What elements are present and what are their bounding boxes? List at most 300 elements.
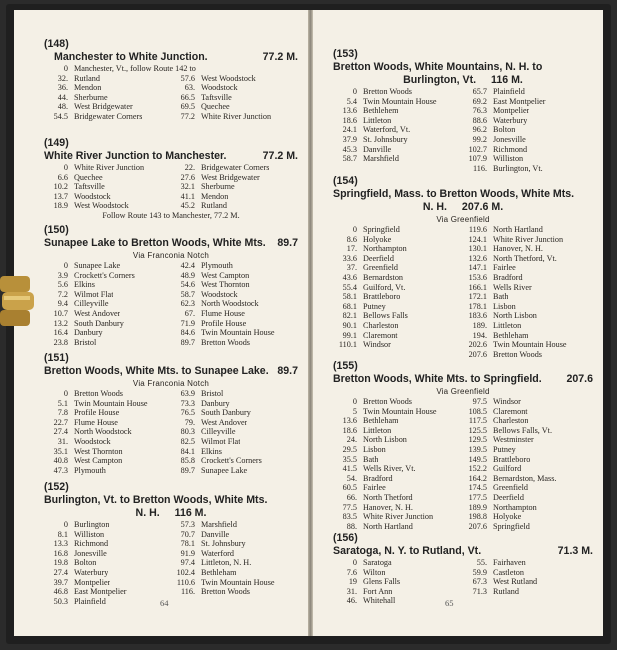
mileage: 71.3 — [472, 586, 487, 596]
route-stop — [171, 163, 298, 173]
mileage: 45.2 — [180, 201, 195, 211]
place-name: Glens Falls — [363, 577, 401, 587]
place-name: Twin Mountain House — [201, 577, 275, 587]
place-name: Littleton — [493, 320, 522, 330]
route-stop — [333, 135, 463, 145]
mileage: 76.5 — [180, 408, 195, 418]
route-stop — [44, 447, 171, 457]
route-stop — [171, 456, 298, 466]
mileage: 7.6 — [346, 567, 357, 577]
route-stop — [171, 408, 298, 418]
route-title — [333, 48, 593, 87]
place-name: Elkins — [201, 446, 222, 456]
route-stop — [44, 549, 171, 559]
place-name: White River Junction — [493, 234, 564, 244]
place-name: North Thetford, Vt. — [493, 253, 557, 263]
route-column — [44, 520, 171, 606]
mileage: 10.2 — [53, 182, 68, 192]
route-number: (151) — [44, 352, 69, 364]
place-name: Fairhaven — [493, 558, 526, 567]
place-name: Plainfield — [74, 596, 106, 606]
route-distance: 207.6 — [566, 373, 593, 385]
mileage: 54.5 — [53, 111, 68, 121]
route-via: Via Franconia Notch — [132, 379, 210, 388]
place-name: East Montpelier — [493, 96, 546, 106]
place-name: North Woodstock — [201, 299, 259, 309]
mileage: 172.1 — [468, 292, 487, 302]
mileage: 130.1 — [468, 244, 487, 254]
place-name: Sunapee Lake — [74, 261, 121, 270]
route-distance: 207.6 M. — [461, 201, 504, 213]
route-stop — [463, 340, 593, 350]
route-stop — [44, 319, 171, 329]
place-name: St. Johnsbury — [201, 539, 246, 549]
place-name: South Danbury — [74, 318, 124, 328]
place-name: Cilleyville — [74, 299, 109, 309]
route-block — [313, 360, 603, 531]
route-stop — [171, 309, 298, 319]
place-name: Wilmot Flat — [201, 436, 241, 446]
mileage: 13.2 — [53, 318, 68, 328]
place-name: Wilton — [363, 567, 386, 577]
mileage: 96.2 — [472, 125, 487, 135]
route-name-cont: N. H. — [135, 507, 160, 519]
route-stop — [44, 418, 171, 428]
mileage: 23.8 — [53, 337, 68, 347]
route-stop — [171, 173, 298, 183]
route-stop — [44, 408, 171, 418]
route-column — [44, 261, 171, 347]
mileage: 37. — [346, 263, 357, 273]
route-stop — [44, 309, 171, 319]
route-table — [333, 397, 593, 531]
mileage: 0 — [352, 397, 357, 406]
route-stop — [333, 483, 463, 493]
route-block — [14, 137, 308, 221]
mileage: 43.6 — [342, 272, 357, 282]
mileage: 13.7 — [53, 191, 68, 201]
route-stop — [463, 331, 593, 341]
route-stop — [463, 445, 593, 455]
route-name: White River Junction to Manchester. — [44, 150, 227, 162]
place-name: North Lisbon — [363, 435, 407, 445]
route-stop — [44, 389, 171, 399]
place-name: Bethleham — [201, 567, 237, 577]
route-stop — [44, 173, 171, 183]
mileage: 66. — [346, 492, 357, 502]
mileage: 0 — [352, 87, 357, 96]
route-block — [313, 175, 603, 359]
route-stop — [333, 407, 463, 417]
mileage: 84.6 — [180, 328, 195, 338]
mileage: 125.5 — [468, 425, 487, 435]
place-name: West Andover — [74, 308, 121, 318]
route-title-line — [333, 61, 593, 74]
place-name: Marshfield — [363, 154, 399, 164]
mileage: 102.7 — [468, 144, 487, 154]
route-stop — [44, 399, 171, 409]
mileage: 177.5 — [468, 492, 487, 502]
place-name: Danville — [201, 529, 230, 539]
mileage: 71.9 — [180, 318, 195, 328]
place-name: Elkins — [74, 280, 95, 290]
route-stop — [463, 106, 593, 116]
route-stop — [463, 116, 593, 126]
mileage: 32. — [57, 73, 68, 83]
route-name-cont: N. H. — [422, 201, 447, 213]
route-title — [44, 352, 298, 378]
route-via: Via Franconia Notch — [132, 251, 210, 260]
mileage: 73.3 — [180, 398, 195, 408]
mileage: 18.6 — [342, 115, 357, 125]
place-name: Claremont — [363, 330, 398, 340]
place-name: Flume House — [74, 417, 118, 427]
route-stop — [171, 261, 298, 271]
place-name: Waterford, Vt. — [363, 125, 411, 135]
mileage: 202.6 — [468, 340, 487, 350]
route-block — [14, 352, 308, 475]
place-name: West Thornton — [201, 280, 250, 290]
route-stop — [333, 302, 463, 312]
route-stop — [463, 97, 593, 107]
place-name: Bristol — [201, 389, 224, 398]
route-stop — [171, 93, 298, 103]
route-table — [44, 163, 298, 211]
route-stop — [463, 493, 593, 503]
route-title — [333, 360, 593, 386]
place-name: Waterbury — [74, 567, 109, 577]
mileage: 63.9 — [180, 389, 195, 398]
mileage: 69.5 — [180, 102, 195, 112]
mileage: 19 — [348, 577, 357, 587]
route-stop — [44, 328, 171, 338]
place-name: Littleton — [363, 115, 392, 125]
route-stop — [463, 273, 593, 283]
route-stop — [44, 587, 171, 597]
route-column — [171, 520, 298, 606]
route-column — [333, 87, 463, 173]
route-distance: 116 M. — [174, 507, 207, 519]
mileage: 27.4 — [53, 567, 68, 577]
place-name: West Woodstock — [201, 73, 256, 83]
place-name: Cilleyville — [201, 427, 236, 437]
place-name: Deerfield — [493, 492, 524, 502]
place-name: Bernardston — [363, 272, 404, 282]
route-stop — [463, 568, 593, 578]
route-number: (152) — [44, 481, 69, 493]
mileage: 58.1 — [342, 292, 357, 302]
route-stop — [171, 290, 298, 300]
place-name: Jonesville — [493, 134, 526, 144]
mileage: 41.1 — [180, 191, 195, 201]
route-distance: 77.2 M. — [262, 150, 298, 162]
mileage: 183.6 — [468, 311, 487, 321]
mileage: 129.5 — [468, 435, 487, 445]
route-stop — [171, 587, 298, 597]
route-column — [463, 558, 593, 606]
mileage: 132.6 — [468, 253, 487, 263]
route-stop — [333, 512, 463, 522]
mileage: 5 — [352, 406, 357, 416]
route-stop — [171, 280, 298, 290]
route-name: Saratoga, N. Y. to Rutland, Vt. — [333, 545, 482, 557]
mileage: 8.1 — [57, 529, 68, 539]
route-via: Via Greenfield — [436, 387, 490, 396]
mileage: 153.6 — [468, 272, 487, 282]
route-stop — [333, 225, 463, 235]
mileage: 10.7 — [53, 308, 68, 318]
place-name: Bridgewater Corners — [201, 163, 270, 172]
mileage: 8.6 — [346, 234, 357, 244]
route-name: Bretton Woods, White Mts. to Sunapee Lake. — [44, 365, 269, 377]
route-stop — [44, 290, 171, 300]
route-stop — [463, 225, 593, 235]
route-stop — [44, 192, 171, 202]
mileage: 7.8 — [57, 408, 68, 418]
place-name: Woodstock — [201, 289, 238, 299]
route-stop — [333, 340, 463, 350]
mileage: 147.1 — [468, 263, 487, 273]
place-name: Greenfield — [493, 483, 529, 493]
place-name: Whitehall — [363, 596, 396, 606]
place-name: Rutland — [493, 586, 519, 596]
route-stop — [463, 558, 593, 568]
mileage: 0 — [63, 163, 68, 172]
place-name: West Campton — [74, 456, 123, 466]
route-stop — [463, 145, 593, 155]
mileage: 45.3 — [342, 144, 357, 154]
place-name: Bolton — [493, 125, 516, 135]
mileage: 77.2 — [180, 111, 195, 121]
route-stop — [333, 87, 463, 97]
route-title-line — [333, 545, 593, 558]
mileage: 17. — [346, 244, 357, 254]
route-stop — [44, 456, 171, 466]
route-stop — [463, 302, 593, 312]
route-stop — [171, 319, 298, 329]
route-stop — [171, 466, 298, 476]
place-name: Taftsville — [74, 182, 105, 192]
mileage: 85.8 — [180, 456, 195, 466]
route-stop — [333, 503, 463, 513]
route-stop — [463, 522, 593, 532]
route-name: Bretton Woods, White Mountains, N. H. to — [333, 61, 543, 73]
mileage: 166.1 — [468, 282, 487, 292]
route-block — [14, 38, 308, 122]
route-stop — [463, 426, 593, 436]
route-table — [44, 520, 298, 606]
route-stop — [171, 437, 298, 447]
mileage: 16.8 — [53, 548, 68, 558]
place-name: Bretton Woods — [74, 389, 123, 398]
place-name: Holyoke — [493, 512, 522, 522]
route-stop — [171, 182, 298, 192]
route-stop — [333, 331, 463, 341]
mileage: 36. — [57, 83, 68, 93]
route-block — [14, 481, 308, 606]
route-stop — [333, 587, 463, 597]
route-distance: 77.2 M. — [262, 51, 298, 63]
place-name: Quechee — [201, 102, 230, 112]
mileage: 99.2 — [472, 134, 487, 144]
mileage: 46. — [346, 596, 357, 606]
place-name: Windsor — [493, 397, 521, 406]
mileage: 6.6 — [57, 172, 68, 182]
place-name: Danville — [363, 144, 392, 154]
mileage: 207.6 — [468, 521, 487, 531]
mileage: 27.4 — [53, 427, 68, 437]
route-stop — [44, 597, 171, 607]
route-stop — [463, 577, 593, 587]
route-name: Springfield, Mass. to Bretton Woods, White Mts. — [333, 188, 575, 200]
mileage: 77.5 — [342, 502, 357, 512]
mileage: 80.3 — [180, 427, 195, 437]
mileage: 70.7 — [180, 529, 195, 539]
mileage: 37.9 — [342, 134, 357, 144]
place-name: Charleston — [363, 320, 399, 330]
place-name: Fairlee — [363, 483, 386, 493]
place-name: Crockett's Corners — [74, 270, 135, 280]
place-name: Burlington — [74, 520, 110, 529]
place-name: Charleston — [493, 416, 529, 426]
mileage: 31. — [346, 586, 357, 596]
route-number: (150) — [44, 224, 69, 236]
route-column — [333, 558, 463, 606]
place-name: Twin Mountain House — [493, 340, 567, 350]
route-stop — [171, 427, 298, 437]
route-column — [333, 397, 463, 531]
mileage: 29.5 — [342, 444, 357, 454]
route-table — [44, 389, 298, 475]
route-stop — [463, 483, 593, 493]
route-name: Sunapee Lake to Bretton Woods, White Mts. — [44, 237, 266, 249]
mileage: 88. — [346, 521, 357, 531]
route-title-line — [333, 373, 593, 386]
place-name: Waterford — [201, 548, 234, 558]
place-name: Bretton Woods — [363, 397, 412, 406]
place-name: Bridgewater Corners — [74, 111, 143, 121]
route-stop — [333, 106, 463, 116]
route-stop — [333, 273, 463, 283]
route-number: (153) — [333, 48, 358, 60]
mileage: 189.9 — [468, 502, 487, 512]
mileage: 59.9 — [472, 567, 487, 577]
route-title-line — [333, 188, 593, 201]
mileage: 102.4 — [176, 567, 195, 577]
route-column — [171, 261, 298, 347]
route-stop — [333, 116, 463, 126]
mileage: 89.7 — [180, 465, 195, 475]
route-stop — [333, 145, 463, 155]
note-text: Manchester, Vt., follow Route 142 to — [74, 64, 196, 73]
route-stop — [463, 321, 593, 331]
place-name: West Rutland — [493, 577, 538, 587]
place-name: Flume House — [201, 308, 245, 318]
route-stop — [333, 426, 463, 436]
mileage: 55.4 — [342, 282, 357, 292]
route-number: (154) — [333, 175, 358, 187]
route-stop — [44, 163, 171, 173]
route-distance: 116 M. — [491, 74, 523, 86]
route-stop — [171, 399, 298, 409]
route-block — [313, 532, 603, 606]
route-stop — [463, 435, 593, 445]
place-name: North Woodstock — [74, 427, 132, 437]
mileage: 54.6 — [180, 280, 195, 290]
mileage: 27.6 — [180, 172, 195, 182]
place-name: Northampton — [363, 244, 407, 254]
place-name: Bradford — [363, 473, 393, 483]
place-name: Crockett's Corners — [201, 456, 262, 466]
mileage: 99.1 — [342, 330, 357, 340]
route-table — [44, 74, 298, 122]
place-name: Brattleboro — [493, 454, 531, 464]
mileage: 60.5 — [342, 483, 357, 493]
place-name: White River Junction — [363, 512, 434, 522]
mileage: 124.1 — [468, 234, 487, 244]
route-name-cont: Burlington, Vt. — [403, 74, 477, 86]
route-stop — [44, 520, 171, 530]
place-name: Williston — [74, 529, 105, 539]
page-number: 65 — [445, 598, 454, 608]
mileage: 0 — [352, 558, 357, 567]
mileage: 13.3 — [53, 539, 68, 549]
route-stop — [333, 235, 463, 245]
mileage: 57.6 — [180, 73, 195, 83]
place-name: Springfield — [493, 521, 530, 531]
place-name: Bath — [493, 292, 509, 302]
place-name: West Thornton — [74, 446, 123, 456]
route-number: (156) — [333, 532, 358, 544]
mileage: 89.7 — [180, 337, 195, 347]
place-name: Burlington, Vt. — [493, 163, 543, 173]
mileage: 0 — [63, 261, 68, 270]
route-stop — [333, 522, 463, 532]
mileage: 90.1 — [342, 320, 357, 330]
place-name: Twin Mountain House — [74, 398, 148, 408]
route-stop — [44, 437, 171, 447]
place-name: Bellows Falls — [363, 311, 408, 321]
route-column — [171, 389, 298, 475]
place-name: West Woodstock — [74, 201, 129, 211]
place-name: Putney — [493, 444, 516, 454]
place-name: Montpelier — [74, 577, 111, 587]
mileage: 5.1 — [57, 398, 68, 408]
place-name: Mendon — [201, 191, 229, 201]
route-title — [44, 137, 298, 163]
place-name: Bernardston, Mass. — [493, 473, 557, 483]
mileage: 108.5 — [468, 406, 487, 416]
mileage: 3.9 — [57, 270, 68, 280]
route-number: (155) — [333, 360, 358, 372]
route-stop — [333, 445, 463, 455]
mileage: 13.6 — [342, 106, 357, 116]
route-via: Via Greenfield — [436, 215, 490, 224]
route-stop — [171, 338, 298, 348]
mileage: 35.1 — [53, 446, 68, 456]
place-name: Littleton — [363, 425, 392, 435]
place-name: Fort Ann — [363, 586, 393, 596]
mileage: 198.8 — [468, 512, 487, 522]
route-column — [463, 225, 593, 359]
route-title — [333, 532, 593, 558]
place-name: Williston — [493, 154, 524, 164]
route-stop — [171, 520, 298, 530]
mileage: 119.6 — [468, 225, 487, 234]
route-title-line — [44, 51, 298, 64]
place-name: Bellows Falls, Vt. — [493, 425, 552, 435]
route-stop — [463, 235, 593, 245]
